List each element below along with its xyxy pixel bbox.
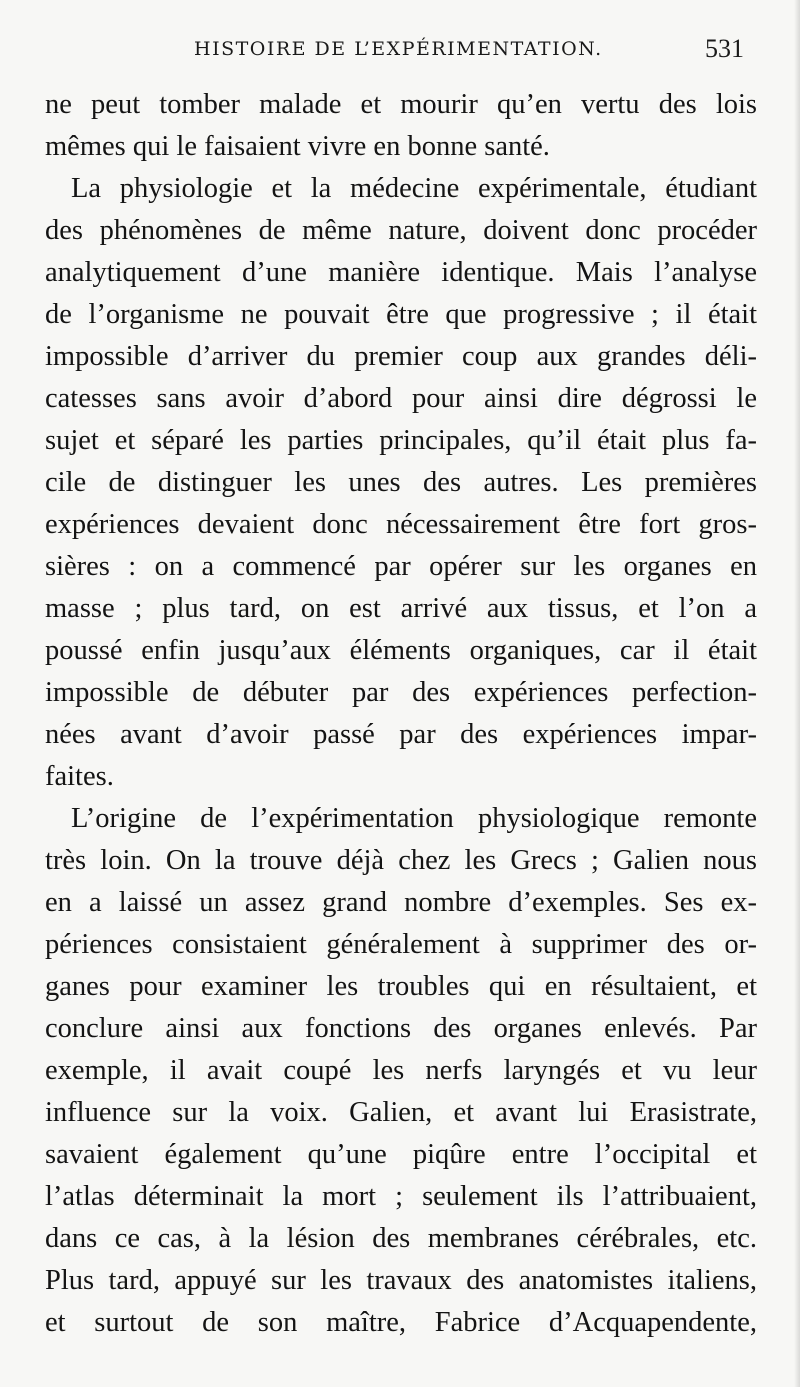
text-line-12: sières : on a commencé par opérer sur les organes en [45,551,757,582]
text-line-20: en a laissé un assez grand nombre d’exemples. Ses ex- [45,887,757,918]
text-line-11: expériences devaient donc nécessairement être fort gros- [45,509,757,540]
text-line-22: ganes pour examiner les troubles qui en résultaient, et [45,971,757,1002]
running-title: HISTOIRE DE L’EXPÉRIMENTATION. [194,38,603,60]
running-head [44,30,744,70]
text-line-4: des phénomènes de même nature, doivent donc procéder [45,215,757,246]
text-line-8: catesses sans avoir d’abord pour ainsi dire dégrossi le [45,383,757,414]
text-line-28: dans ce cas, à la lésion des membranes cérébrales, etc. [45,1223,757,1254]
page-number: 531 [705,34,744,63]
text-line-6: de l’organisme ne pouvait être que progressive ; il était [45,299,757,330]
text-line-5: analytiquement d’une manière identique. Mais l’analyse [45,257,757,288]
text-line-14: poussé enfin jusqu’aux éléments organiques, car il était [45,635,757,666]
text-line-2: mêmes qui le faisaient vivre en bonne santé. [45,131,550,162]
text-line-9: sujet et séparé les parties principales, qu’il était plus fa- [45,425,757,456]
text-line-25: influence sur la voix. Galien, et avant lui Erasistrate, [45,1097,757,1128]
text-line-27: l’atlas déterminait la mort ; seulement ils l’attribuaient, [45,1181,757,1212]
text-line-7: impossible d’arriver du premier coup aux grandes déli- [45,341,757,372]
text-line-17: faites. [45,761,114,792]
text-line-15: impossible de débuter par des expériences perfection- [45,677,757,708]
text-line-26: savaient également qu’une piqûre entre l’occipital et [45,1139,757,1170]
text-line-18: L’origine de l’expérimentation physiologique remonte [71,803,757,834]
text-line-16: nées avant d’avoir passé par des expériences impar- [45,719,757,750]
text-line-30: et surtout de son maître, Fabrice d’Acquapendente, [45,1307,757,1338]
text-line-29: Plus tard, appuyé sur les travaux des anatomistes italiens, [45,1265,757,1296]
text-line-1: ne peut tomber malade et mourir qu’en vertu des lois [45,89,757,120]
text-line-19: très loin. On la trouve déjà chez les Grecs ; Galien nous [45,845,757,876]
text-line-3: La physiologie et la médecine expérimentale, étudiant [71,173,757,204]
text-line-21: périences consistaient généralement à supprimer des or- [45,929,757,960]
body-text [45,84,757,1344]
text-line-23: conclure ainsi aux fonctions des organes enlevés. Par [45,1013,757,1044]
page-edge-shadow [794,0,800,1387]
text-line-10: cile de distinguer les unes des autres. Les premières [45,467,757,498]
text-line-13: masse ; plus tard, on est arrivé aux tissus, et l’on a [45,593,757,624]
text-line-24: exemple, il avait coupé les nerfs laryngés et vu leur [45,1055,757,1086]
